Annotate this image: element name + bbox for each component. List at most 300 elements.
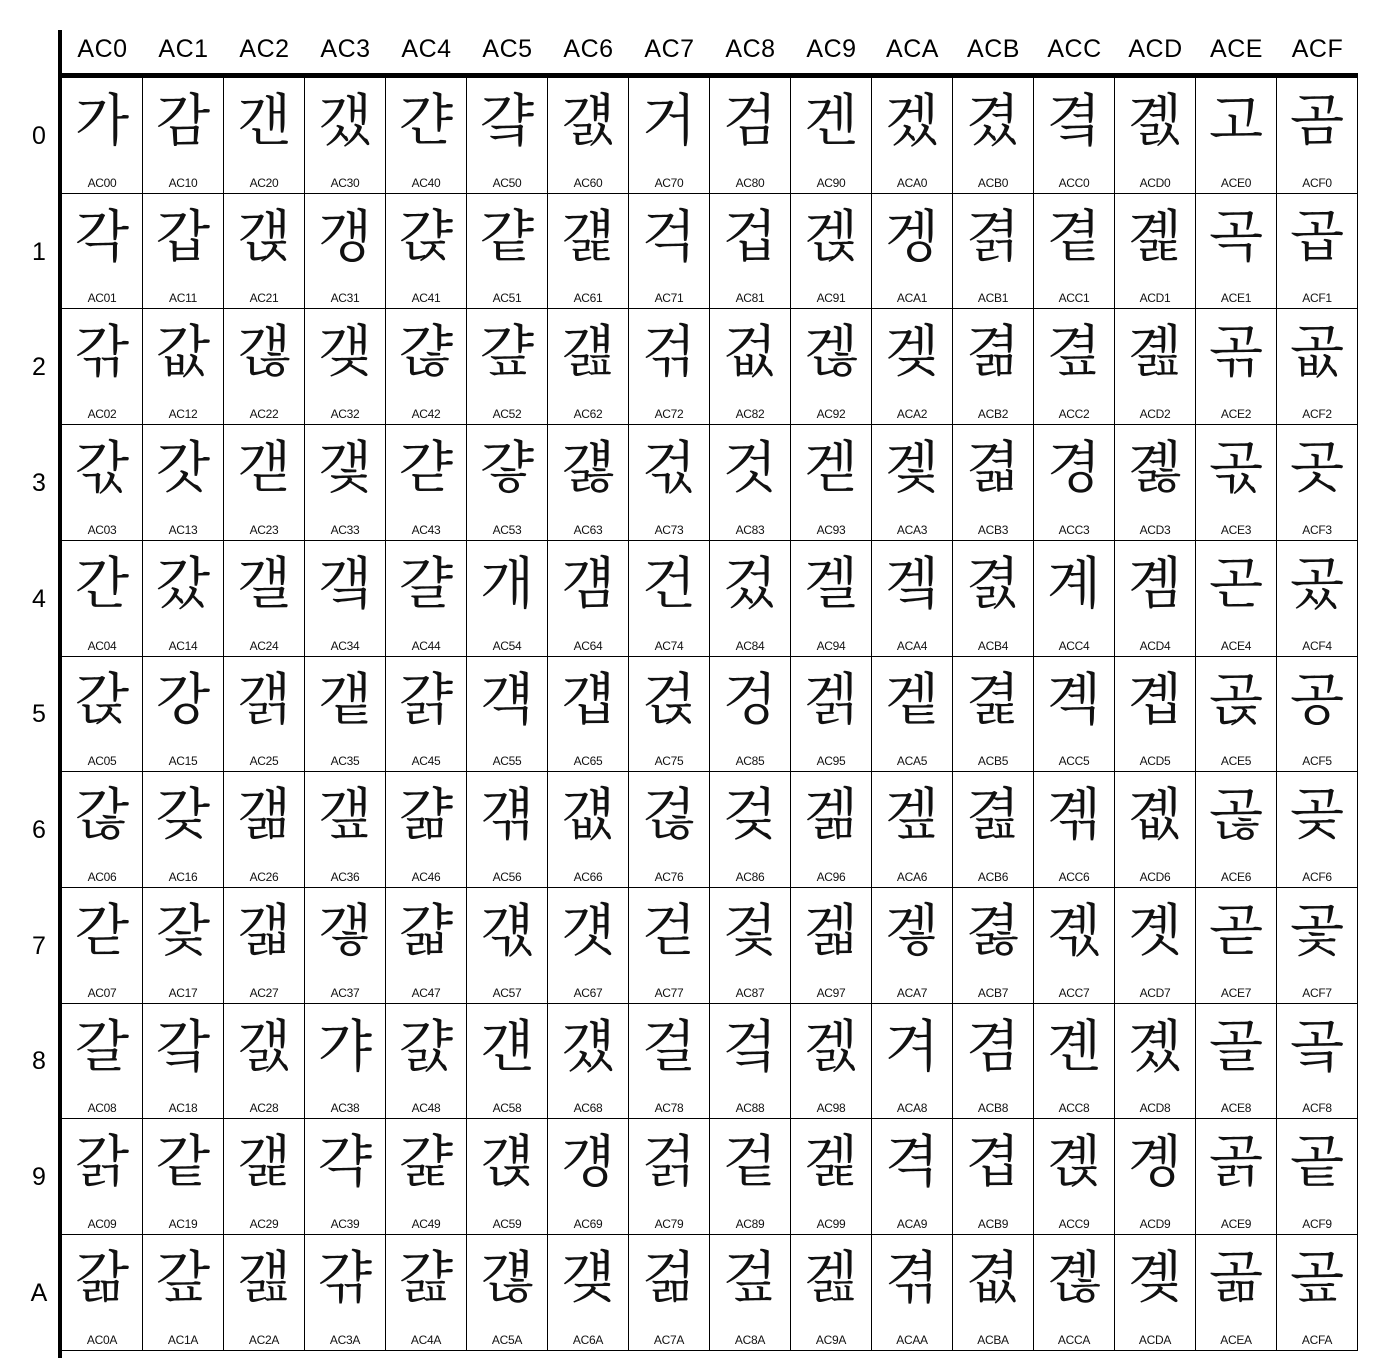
glyph-cell bbox=[467, 78, 548, 194]
glyph-cell bbox=[1277, 309, 1358, 425]
glyph-cell bbox=[386, 309, 467, 425]
glyph-cell bbox=[872, 1119, 953, 1235]
glyph-cell bbox=[791, 888, 872, 1004]
code-point-label: AC40 bbox=[411, 176, 441, 190]
code-point-label: AC46 bbox=[411, 870, 441, 884]
glyph-cell bbox=[386, 888, 467, 1004]
hangul-glyph: 겇 bbox=[722, 899, 778, 964]
glyph-cell bbox=[143, 888, 224, 1004]
column-header: ACF bbox=[1291, 35, 1344, 63]
hangul-glyph: 겺 bbox=[965, 1246, 1021, 1311]
code-point-label: ACD2 bbox=[1139, 407, 1171, 421]
code-point-label: AC92 bbox=[816, 407, 846, 421]
hangul-glyph: 겔 bbox=[803, 552, 859, 617]
glyph-cell bbox=[953, 888, 1034, 1004]
code-point-label: ACF1 bbox=[1302, 291, 1332, 305]
code-point-label: AC50 bbox=[492, 176, 522, 190]
glyph-cell bbox=[62, 888, 143, 1004]
hangul-glyph: 걸 bbox=[641, 1015, 697, 1080]
hangul-glyph: 갊 bbox=[74, 1246, 130, 1311]
glyph-cell bbox=[548, 1004, 629, 1119]
glyph-cell bbox=[953, 425, 1034, 541]
glyph-cell bbox=[548, 194, 629, 309]
hangul-glyph: 곹 bbox=[1289, 1130, 1345, 1195]
code-point-label: AC7A bbox=[653, 1333, 685, 1347]
hangul-glyph: 골 bbox=[1208, 1015, 1264, 1080]
code-point-label: AC62 bbox=[573, 407, 603, 421]
glyph-cell bbox=[143, 1004, 224, 1119]
hangul-glyph: 걠 bbox=[560, 89, 616, 154]
code-point-label: ACF8 bbox=[1302, 1101, 1332, 1115]
code-point-label: ACF6 bbox=[1302, 870, 1332, 884]
code-point-label: AC51 bbox=[492, 291, 522, 305]
glyph-cell bbox=[953, 78, 1034, 194]
code-point-label: AC8A bbox=[734, 1333, 766, 1347]
row-header: 5 bbox=[32, 700, 46, 729]
code-point-label: AC31 bbox=[330, 291, 360, 305]
hangul-glyph: 걧 bbox=[560, 899, 616, 964]
hangul-glyph: 갰 bbox=[317, 89, 373, 154]
glyph-cell bbox=[62, 1119, 143, 1235]
code-point-label: ACD6 bbox=[1139, 870, 1171, 884]
glyph-cell bbox=[143, 541, 224, 657]
hangul-glyph: 걓 bbox=[479, 436, 535, 501]
glyph-cell bbox=[1034, 1119, 1115, 1235]
code-point-label: ACB3 bbox=[977, 523, 1009, 537]
column-header: ACB bbox=[967, 35, 1020, 63]
code-point-label: AC55 bbox=[492, 754, 522, 768]
code-point-label: AC96 bbox=[816, 870, 846, 884]
code-point-label: AC68 bbox=[573, 1101, 603, 1115]
glyph-cell bbox=[143, 78, 224, 194]
code-point-label: AC39 bbox=[330, 1217, 360, 1231]
glyph-cell bbox=[224, 1119, 305, 1235]
glyph-cell bbox=[1034, 1004, 1115, 1119]
code-point-label: AC98 bbox=[816, 1101, 846, 1115]
glyph-cell bbox=[467, 888, 548, 1004]
code-point-label: AC23 bbox=[249, 523, 279, 537]
glyph-cell bbox=[953, 657, 1034, 772]
code-point-label: AC03 bbox=[87, 523, 117, 537]
hangul-glyph: 걣 bbox=[560, 436, 616, 501]
code-point-label: AC58 bbox=[492, 1101, 522, 1115]
hangul-glyph: 곡 bbox=[1208, 205, 1264, 270]
glyph-cell bbox=[872, 657, 953, 772]
column-header: AC8 bbox=[725, 35, 776, 63]
code-point-label: AC00 bbox=[87, 176, 117, 190]
column-header: AC0 bbox=[77, 35, 128, 63]
code-point-label: AC91 bbox=[816, 291, 846, 305]
code-point-label: ACF3 bbox=[1302, 523, 1332, 537]
code-point-label: AC04 bbox=[87, 639, 117, 653]
hangul-glyph: 감 bbox=[155, 89, 211, 154]
hangul-glyph: 곇 bbox=[1046, 899, 1102, 964]
code-point-label: AC65 bbox=[573, 754, 603, 768]
glyph-cell bbox=[791, 772, 872, 888]
code-point-label: ACD0 bbox=[1139, 176, 1171, 190]
glyph-cell bbox=[710, 425, 791, 541]
hangul-glyph: 걡 bbox=[560, 205, 616, 270]
glyph-cell bbox=[872, 78, 953, 194]
column-header: AC3 bbox=[320, 35, 371, 63]
glyph-cell bbox=[1034, 1235, 1115, 1351]
hangul-glyph: 겦 bbox=[884, 783, 940, 848]
hangul-glyph: 겆 bbox=[722, 783, 778, 848]
hangul-glyph: 걐 bbox=[479, 89, 535, 154]
glyph-cell bbox=[386, 194, 467, 309]
hangul-glyph: 곑 bbox=[1127, 205, 1183, 270]
glyph-cell bbox=[62, 657, 143, 772]
hangul-glyph: 곊 bbox=[1046, 1246, 1102, 1311]
code-point-label: ACEA bbox=[1220, 1333, 1252, 1347]
glyph-cell bbox=[629, 1235, 710, 1351]
hangul-glyph: 겵 bbox=[965, 668, 1021, 733]
hangul-glyph: 갣 bbox=[236, 436, 292, 501]
code-point-label: AC15 bbox=[168, 754, 198, 768]
hangul-glyph: 공 bbox=[1289, 668, 1345, 733]
code-point-label: AC21 bbox=[249, 291, 279, 305]
glyph-cell bbox=[143, 772, 224, 888]
glyph-cell bbox=[548, 1119, 629, 1235]
hangul-glyph: 갺 bbox=[317, 1246, 373, 1311]
glyph-cell bbox=[305, 78, 386, 194]
code-point-label: ACA3 bbox=[896, 523, 928, 537]
glyph-cell bbox=[1034, 425, 1115, 541]
hangul-glyph: 겗 bbox=[803, 899, 859, 964]
code-point-label: ACE3 bbox=[1220, 523, 1252, 537]
hangul-glyph: 겷 bbox=[965, 899, 1021, 964]
row-header: 1 bbox=[32, 237, 46, 266]
hangul-glyph: 갅 bbox=[74, 668, 130, 733]
hangul-glyph: 겹 bbox=[965, 1130, 1021, 1195]
hangul-glyph: 곶 bbox=[1289, 783, 1345, 848]
hangul-glyph: 곗 bbox=[1127, 899, 1183, 964]
hangul-glyph: 걨 bbox=[560, 1015, 616, 1080]
code-point-label: ACC5 bbox=[1058, 754, 1090, 768]
code-point-label: AC2A bbox=[248, 1333, 280, 1347]
hangul-glyph: 갹 bbox=[317, 1130, 373, 1195]
hangul-glyph: 곉 bbox=[1046, 1130, 1102, 1195]
glyph-cell bbox=[872, 194, 953, 309]
hangul-glyph: 건 bbox=[641, 552, 697, 617]
glyph-cell bbox=[791, 309, 872, 425]
hangul-glyph: 곺 bbox=[1289, 1246, 1345, 1311]
hangul-glyph: 걅 bbox=[398, 1130, 454, 1195]
hangul-glyph: 겣 bbox=[884, 436, 940, 501]
code-point-label: ACA6 bbox=[896, 870, 928, 884]
glyph-cell bbox=[953, 1235, 1034, 1351]
hangul-glyph: 걤 bbox=[560, 552, 616, 617]
hangul-glyph: 걕 bbox=[479, 668, 535, 733]
code-point-label: AC33 bbox=[330, 523, 360, 537]
glyph-cell bbox=[305, 425, 386, 541]
hangul-glyph: 거 bbox=[641, 89, 697, 154]
code-point-label: AC66 bbox=[573, 870, 603, 884]
glyph-cell bbox=[710, 194, 791, 309]
hangul-glyph: 곣 bbox=[1208, 436, 1264, 501]
hangul-glyph: 겉 bbox=[722, 1130, 778, 1195]
glyph-cell bbox=[143, 194, 224, 309]
glyph-cell bbox=[62, 78, 143, 194]
code-point-label: AC13 bbox=[168, 523, 198, 537]
glyph-cell bbox=[710, 1004, 791, 1119]
hangul-glyph: 곖 bbox=[1127, 783, 1183, 848]
hangul-glyph: 걄 bbox=[398, 1015, 454, 1080]
code-point-label: ACF0 bbox=[1302, 176, 1332, 190]
glyph-cell bbox=[467, 194, 548, 309]
hangul-glyph: 겑 bbox=[803, 205, 859, 270]
code-point-label: AC69 bbox=[573, 1217, 603, 1231]
column-header: AC9 bbox=[806, 35, 857, 63]
code-point-label: ACA9 bbox=[896, 1217, 928, 1231]
hangul-glyph: 걦 bbox=[560, 783, 616, 848]
code-point-label: ACD9 bbox=[1139, 1217, 1171, 1231]
glyph-cell bbox=[629, 309, 710, 425]
hangul-glyph: 겈 bbox=[722, 1015, 778, 1080]
hangul-glyph: 걳 bbox=[641, 436, 697, 501]
hangul-glyph: 갴 bbox=[317, 552, 373, 617]
code-point-label: ACB6 bbox=[977, 870, 1009, 884]
glyph-cell bbox=[467, 657, 548, 772]
code-point-label: ACAA bbox=[896, 1333, 928, 1347]
glyph-cell bbox=[386, 1235, 467, 1351]
hangul-glyph: 겧 bbox=[884, 899, 940, 964]
code-point-label: ACB5 bbox=[977, 754, 1009, 768]
hangul-glyph: 겚 bbox=[803, 1246, 859, 1311]
glyph-cell bbox=[62, 541, 143, 657]
code-point-label: ACD1 bbox=[1139, 291, 1171, 305]
code-point-label: AC64 bbox=[573, 639, 603, 653]
glyph-cell bbox=[1034, 309, 1115, 425]
hangul-glyph: 갩 bbox=[236, 1130, 292, 1195]
hangul-glyph: 곅 bbox=[1046, 668, 1102, 733]
glyph-cell bbox=[710, 541, 791, 657]
glyph-cell bbox=[1115, 888, 1196, 1004]
hangul-glyph: 갷 bbox=[317, 899, 373, 964]
hangul-glyph: 갑 bbox=[155, 205, 211, 270]
glyph-cell bbox=[629, 1004, 710, 1119]
code-point-label: AC63 bbox=[573, 523, 603, 537]
code-point-label: ACC6 bbox=[1058, 870, 1090, 884]
hangul-glyph: 각 bbox=[74, 205, 130, 270]
column-header: ACA bbox=[886, 35, 939, 63]
hangul-glyph: 갚 bbox=[155, 1246, 211, 1311]
hangul-glyph: 곘 bbox=[1127, 1015, 1183, 1080]
hangul-glyph: 겁 bbox=[722, 205, 778, 270]
code-point-label: AC35 bbox=[330, 754, 360, 768]
hangul-glyph: 가 bbox=[74, 89, 130, 154]
glyph-cell bbox=[1115, 541, 1196, 657]
glyph-cell bbox=[872, 309, 953, 425]
glyph-cell bbox=[467, 425, 548, 541]
glyph-cell bbox=[548, 309, 629, 425]
glyph-cell bbox=[305, 888, 386, 1004]
glyph-cell bbox=[791, 657, 872, 772]
glyph-cell bbox=[1034, 78, 1115, 194]
code-point-label: ACD4 bbox=[1139, 639, 1171, 653]
hangul-glyph: 겕 bbox=[803, 668, 859, 733]
hangul-glyph: 값 bbox=[155, 320, 211, 385]
column-header: ACE bbox=[1210, 35, 1263, 63]
hangul-glyph: 곁 bbox=[1046, 205, 1102, 270]
code-point-label: ACC1 bbox=[1058, 291, 1090, 305]
code-point-label: ACB9 bbox=[977, 1217, 1009, 1231]
hangul-glyph: 갽 bbox=[398, 205, 454, 270]
hangul-glyph: 갇 bbox=[74, 899, 130, 964]
row-header: 3 bbox=[32, 468, 46, 497]
glyph-cell bbox=[467, 1119, 548, 1235]
hangul-glyph: 겢 bbox=[884, 320, 940, 385]
hangul-glyph: 곰 bbox=[1289, 89, 1345, 154]
glyph-cell bbox=[1034, 657, 1115, 772]
code-point-label: AC22 bbox=[249, 407, 279, 421]
code-point-label: ACC4 bbox=[1058, 639, 1090, 653]
column-header: ACD bbox=[1128, 35, 1183, 63]
column-header: ACC bbox=[1047, 35, 1102, 63]
row-header: 0 bbox=[32, 121, 46, 150]
glyph-cell bbox=[953, 309, 1034, 425]
glyph-cell bbox=[1196, 772, 1277, 888]
glyph-cell bbox=[710, 1235, 791, 1351]
row-header: 6 bbox=[32, 816, 46, 845]
glyph-cell bbox=[791, 425, 872, 541]
hangul-glyph: 걲 bbox=[641, 320, 697, 385]
code-point-label: AC97 bbox=[816, 986, 846, 1000]
code-point-label: ACA1 bbox=[896, 291, 928, 305]
glyph-cell bbox=[305, 194, 386, 309]
hangul-glyph: 걙 bbox=[479, 1130, 535, 1195]
code-point-label: ACC0 bbox=[1058, 176, 1090, 190]
glyph-cell bbox=[467, 1004, 548, 1119]
hangul-glyph: 곚 bbox=[1127, 1246, 1183, 1311]
hangul-glyph: 겥 bbox=[884, 668, 940, 733]
row-header: A bbox=[30, 1278, 48, 1307]
row-header: 2 bbox=[32, 353, 46, 382]
hangul-glyph: 걘 bbox=[479, 1015, 535, 1080]
code-point-label: AC1A bbox=[167, 1333, 199, 1347]
hangul-glyph: 겐 bbox=[803, 89, 859, 154]
hangul-glyph: 겸 bbox=[965, 1015, 1021, 1080]
code-point-label: AC10 bbox=[168, 176, 198, 190]
glyph-cell bbox=[710, 657, 791, 772]
glyph-cell bbox=[953, 194, 1034, 309]
glyph-cell bbox=[791, 1235, 872, 1351]
glyph-cell bbox=[143, 1119, 224, 1235]
hangul-glyph: 갖 bbox=[155, 783, 211, 848]
glyph-cell bbox=[548, 1235, 629, 1351]
glyph-cell bbox=[62, 1235, 143, 1351]
code-point-label: AC73 bbox=[654, 523, 684, 537]
hangul-glyph: 갡 bbox=[236, 205, 292, 270]
glyph-cell bbox=[1115, 425, 1196, 541]
hangul-glyph: 곴 bbox=[1289, 552, 1345, 617]
glyph-cell bbox=[1115, 309, 1196, 425]
code-point-label: AC6A bbox=[572, 1333, 604, 1347]
glyph-cell bbox=[1034, 888, 1115, 1004]
hangul-glyph: 겄 bbox=[722, 552, 778, 617]
hangul-glyph: 갵 bbox=[317, 668, 373, 733]
code-point-label: AC67 bbox=[573, 986, 603, 1000]
hangul-glyph: 걁 bbox=[398, 668, 454, 733]
code-point-label: AC09 bbox=[87, 1217, 117, 1231]
code-point-label: AC57 bbox=[492, 986, 522, 1000]
glyph-cell bbox=[629, 541, 710, 657]
hangul-glyph: 갶 bbox=[317, 783, 373, 848]
hangul-glyph: 갢 bbox=[236, 320, 292, 385]
glyph-cell bbox=[548, 888, 629, 1004]
hangul-glyph: 곀 bbox=[1046, 89, 1102, 154]
hangul-glyph: 개 bbox=[479, 552, 535, 617]
code-point-label: AC70 bbox=[654, 176, 684, 190]
code-point-label: ACC7 bbox=[1058, 986, 1090, 1000]
glyph-cell bbox=[224, 541, 305, 657]
hangul-glyph: 갗 bbox=[155, 899, 211, 964]
glyph-cell bbox=[224, 888, 305, 1004]
code-point-label: ACB4 bbox=[977, 639, 1009, 653]
code-point-label: AC30 bbox=[330, 176, 360, 190]
glyph-cell bbox=[62, 1004, 143, 1119]
hangul-glyph: 갾 bbox=[398, 320, 454, 385]
glyph-cell bbox=[953, 541, 1034, 657]
code-point-label: ACCA bbox=[1057, 1333, 1091, 1347]
code-point-label: AC26 bbox=[249, 870, 279, 884]
hangul-glyph: 곲 bbox=[1289, 320, 1345, 385]
code-point-label: ACE5 bbox=[1220, 754, 1252, 768]
hangul-glyph: 곱 bbox=[1289, 205, 1345, 270]
hangul-glyph: 것 bbox=[722, 436, 778, 501]
hangul-glyph: 겒 bbox=[803, 320, 859, 385]
code-point-label: AC02 bbox=[87, 407, 117, 421]
glyph-cell bbox=[1196, 888, 1277, 1004]
hangul-glyph: 같 bbox=[155, 1130, 211, 1195]
hangul-glyph: 겂 bbox=[722, 320, 778, 385]
hangul-glyph: 겪 bbox=[884, 1246, 940, 1311]
glyph-cell bbox=[1277, 888, 1358, 1004]
hangul-glyph: 걪 bbox=[560, 1246, 616, 1311]
code-point-label: AC74 bbox=[654, 639, 684, 653]
row-header: 9 bbox=[32, 1163, 46, 1192]
code-point-label: AC16 bbox=[168, 870, 198, 884]
glyph-cell bbox=[710, 1119, 791, 1235]
hangul-glyph: 갘 bbox=[155, 1015, 211, 1080]
glyph-cell bbox=[710, 309, 791, 425]
code-point-label: ACE9 bbox=[1220, 1217, 1252, 1231]
code-point-label: ACB8 bbox=[977, 1101, 1009, 1115]
hangul-glyph: 갂 bbox=[74, 320, 130, 385]
hangul-glyph: 고 bbox=[1208, 89, 1264, 154]
glyph-cell bbox=[386, 541, 467, 657]
code-point-label: ACC2 bbox=[1058, 407, 1090, 421]
glyph-cell bbox=[1115, 1119, 1196, 1235]
glyph-cell bbox=[1277, 772, 1358, 888]
column-header: AC5 bbox=[482, 35, 533, 63]
hangul-glyph: 갉 bbox=[74, 1130, 130, 1195]
hangul-glyph: 걚 bbox=[479, 1246, 535, 1311]
hangul-glyph: 갲 bbox=[317, 320, 373, 385]
code-point-label: AC76 bbox=[654, 870, 684, 884]
column-header: AC4 bbox=[401, 35, 452, 63]
glyph-cell bbox=[548, 772, 629, 888]
code-point-label: AC86 bbox=[735, 870, 765, 884]
glyph-cell bbox=[224, 1004, 305, 1119]
hangul-glyph: 갃 bbox=[74, 436, 130, 501]
column-header: AC1 bbox=[158, 35, 209, 63]
code-point-label: ACC8 bbox=[1058, 1101, 1090, 1115]
glyph-cell bbox=[1196, 1235, 1277, 1351]
glyph-cell bbox=[629, 888, 710, 1004]
glyph-cell bbox=[1115, 772, 1196, 888]
glyph-cell bbox=[224, 772, 305, 888]
